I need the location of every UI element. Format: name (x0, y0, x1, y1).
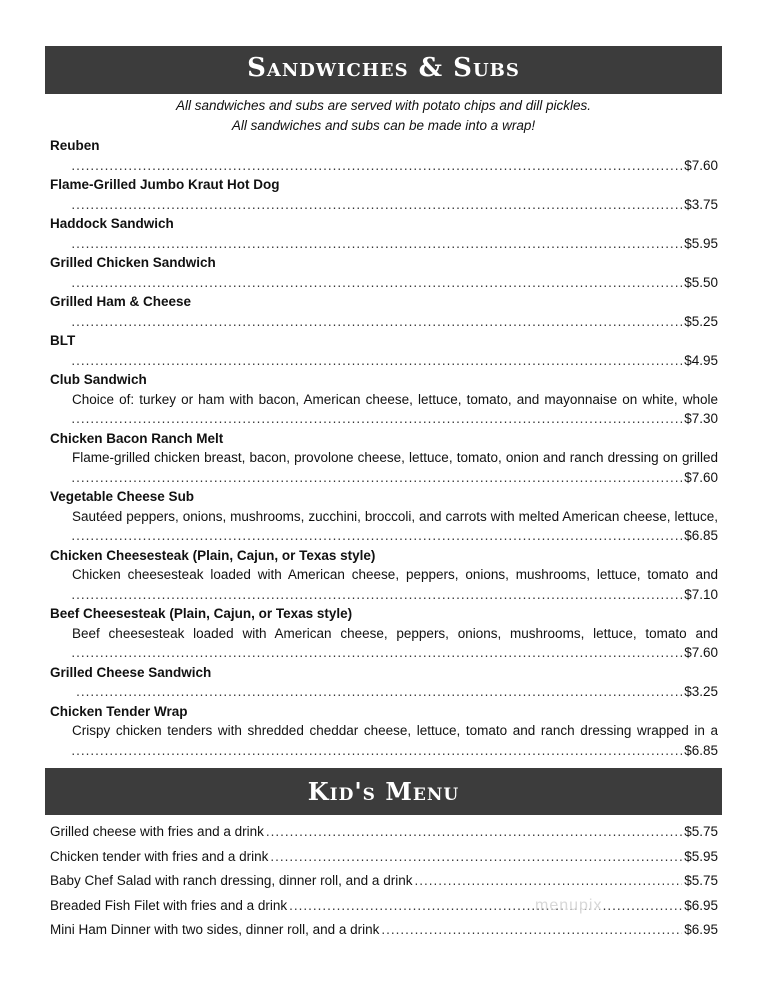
note-chips-pickles: All sandwiches and subs are served with potato chips and dill pickles. (176, 98, 591, 113)
kids-menu-item (50, 820, 718, 845)
item-name: Flame-Grilled Jumbo Kraut Hot Dog (50, 177, 280, 192)
item-description (75, 682, 718, 702)
item-price: $5.95 (684, 848, 718, 864)
menu-item (50, 253, 718, 292)
item-description (72, 351, 718, 371)
dot-leader (72, 468, 718, 488)
dot-leader (266, 820, 682, 845)
menu-item (50, 292, 718, 331)
item-price: $3.25 (684, 684, 718, 699)
kids-menu-item (50, 869, 718, 894)
dot-leader (72, 234, 718, 254)
dot-leader (72, 273, 718, 293)
dot-leader (381, 918, 682, 943)
item-price: $6.85 (684, 742, 718, 758)
dot-leader (289, 894, 682, 919)
item-price: $5.75 (684, 873, 718, 888)
item-description: Chicken tender with fries and a drink (50, 848, 269, 864)
item-price: $7.60 (684, 469, 718, 485)
item-description (72, 273, 718, 293)
item-name: Haddock Sandwich (50, 216, 174, 231)
item-description: Chicken cheesesteak loaded with American cheese, peppers, onions, mushrooms, lettuce, tomato and ..... $7.10 (72, 565, 718, 604)
item-price: $5.75 (684, 824, 718, 839)
item-name: Grilled Ham & Cheese (50, 294, 192, 309)
item-description (72, 156, 718, 176)
item-description: Breaded Fish Filet with fries and a drink (50, 897, 288, 913)
dot-leader (72, 741, 718, 761)
item-description: Flame-grilled chicken breast, bacon, provolone cheese, lettuce, tomato, onion and ranch dressing on grilled ..... $7.60 (72, 448, 718, 487)
sandwich-list (50, 136, 718, 760)
item-price: $5.25 (684, 313, 718, 329)
item-price: $6.95 (684, 922, 718, 937)
kids-menu-item (50, 894, 718, 919)
menu-item (50, 214, 718, 253)
dot-leader (72, 643, 718, 663)
kids-menu-item (50, 918, 718, 943)
item-description: Crispy chicken tenders with shredded cheddar cheese, lettuce, tomato and ranch dressing wrapped in a ..... $6.85 (72, 721, 718, 760)
menu-item (50, 370, 718, 429)
menu-item (50, 663, 718, 702)
item-description: Mini Ham Dinner with two sides, dinner roll, and a drink (50, 922, 380, 937)
dot-leader (72, 409, 718, 429)
menu-item (50, 175, 718, 214)
item-price: $7.60 (684, 157, 718, 173)
dot-leader (270, 845, 682, 870)
item-price: $5.95 (684, 235, 718, 251)
item-price: $7.60 (684, 645, 718, 660)
item-price: $5.50 (684, 274, 718, 290)
menu-item (50, 604, 718, 663)
menu-item (50, 429, 718, 488)
item-description: Sautéed peppers, onions, mushrooms, zucchini, broccoli, and carrots with melted American cheese, lettuce, ..... $6.85 (72, 507, 718, 546)
item-price: $7.30 (684, 411, 718, 426)
menu-item (50, 487, 718, 546)
menu-item (50, 546, 718, 605)
dot-leader (72, 156, 718, 176)
menu-item (50, 702, 718, 761)
item-price: $4.95 (684, 352, 718, 368)
item-price: $6.95 (684, 897, 718, 913)
item-price: $7.10 (684, 586, 718, 602)
item-description: Beef cheesesteak loaded with American cheese, peppers, onions, mushrooms, lettuce, tomato and ..... $7.60 (72, 624, 718, 663)
item-name: Beef Cheesesteak (Plain, Cajun, or Texas style) (50, 606, 353, 621)
item-name: Chicken Bacon Ranch Melt (50, 430, 224, 446)
kids-menu-title: Kid's Menu (45, 768, 722, 815)
sandwiches-title: Sandwiches & Subs (45, 46, 722, 94)
item-price: $6.85 (684, 528, 718, 543)
item-description: Baby Chef Salad with ranch dressing, dinner roll, and a drink (50, 873, 413, 888)
item-name: Grilled Chicken Sandwich (50, 255, 216, 270)
item-description: Grilled cheese with fries and a drink (50, 824, 264, 839)
item-name: Reuben (50, 138, 100, 153)
item-name: BLT (50, 333, 76, 348)
item-description (72, 312, 718, 332)
dot-leader (72, 312, 718, 332)
sandwiches-notes (45, 96, 722, 136)
dot-leader (75, 682, 718, 702)
dot-leader (72, 526, 718, 546)
item-price: $3.75 (684, 196, 718, 212)
dot-leader (72, 351, 718, 371)
item-description (72, 195, 718, 215)
watermark: menupix (535, 897, 603, 914)
menu-item (50, 136, 718, 175)
item-name: Club Sandwich (50, 372, 147, 387)
dot-leader (72, 195, 718, 215)
item-name: Chicken Tender Wrap (50, 703, 188, 719)
item-name: Chicken Cheesesteak (Plain, Cajun, or Texas style) (50, 547, 376, 563)
dot-leader (414, 869, 682, 894)
item-name: Grilled Cheese Sandwich (50, 664, 212, 680)
note-wrap-option: All sandwiches and subs can be made into a wrap! (231, 118, 536, 133)
dot-leader (72, 585, 718, 605)
menu-item (50, 331, 718, 370)
item-description (72, 234, 718, 254)
item-description: Choice of: turkey or ham with bacon, American cheese, lettuce, tomato, and mayonnaise on white, whole ..... $7.30 (72, 390, 718, 429)
item-name: Vegetable Cheese Sub (50, 489, 195, 504)
kids-menu-list (50, 820, 718, 943)
kids-menu-item (50, 845, 718, 870)
